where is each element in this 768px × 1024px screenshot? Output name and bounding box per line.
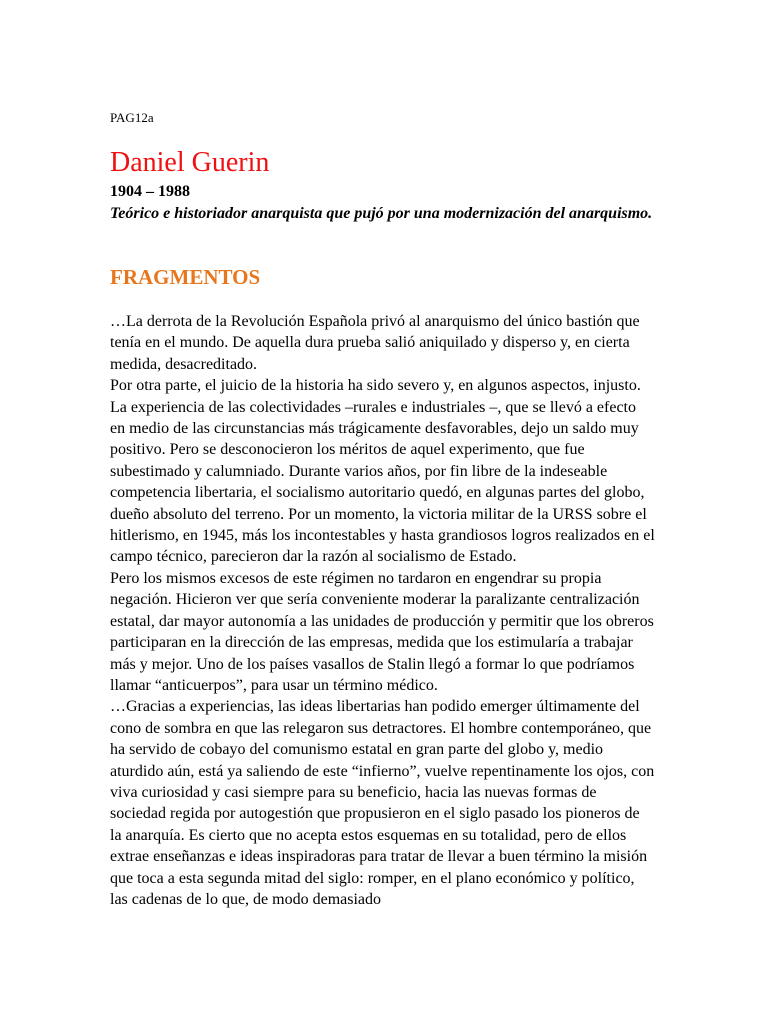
author-dates: 1904 – 1988 — [110, 183, 190, 200]
body-text — [110, 311, 655, 910]
paragraph: Pero los mismos excesos de este régimen no tardaron en engendrar su propia negación. Hicieron ver que sería conveniente moderar la paralizante centralización estatal, dar mayor autonomía a las unidades de producción y permitir que los obreros participaran en la dirección de las empresas, medida que los estimularía a trabajar más y mejor. Uno de los países vasallos de Stalin llegó a formar lo que podríamos llamar “anticuerpos”, para usar un término médico. — [110, 569, 654, 694]
paragraph: …La derrota de la Revolución Española privó al anarquismo del único bastión que tenía en el mundo. De aquella dura prueba salió aniquilado y disperso y, en cierta medida, desacreditado. — [110, 313, 640, 373]
paragraph: Por otra parte, el juicio de la historia ha sido severo y, en algunos aspectos, injusto. La experiencia de las colectividades –rurales e industriales –, que se llevó a efecto en medio de las circunstancias más trágicamente desfavorables, dejo un saldo muy positivo. Pero se desconocieron los méritos de aquel experimento, que fue subestimado y calumniado. Durante varios años, por fin libre de la indeseable competencia libertaria, el socialismo autoritario quedó, en algunas partes del globo, dueño absoluto del terreno. Por un momento, la victoria militar de la URSS sobre el hitlerismo, en 1945, más los incontestables y hasta grandiosos logros realizados en el campo técnico, parecieron dar la razón al socialismo de Estado. — [110, 377, 655, 566]
page-reference: PAG12a — [110, 110, 154, 125]
author-description: Teórico e historiador anarquista que pujó por una modernización del anarquismo. — [110, 205, 653, 222]
author-name: Daniel Guerin — [110, 147, 270, 178]
paragraph: …Gracias a experiencias, las ideas libertarias han podido emerger últimamente del cono de sombra en que las relegaron sus detractores. El hombre contemporáneo, que ha servido de cobayo del comunismo estatal en gran parte del globo y, medio aturdido aún, está ya saliendo de este “infierno”, vuelve repentinamente los ojos, con viva curiosidad y casi siempre para su beneficio, hacia las nuevas formas de sociedad regida por autogestión que propusieron en el siglo pasado los pioneros de la anarquía. Es cierto que no acepta estos esquemas en su totalidad, pero de ellos extrae enseñanzas e ideas inspiradoras para tratar de llevar a buen término la misión que toca a esta segunda mitad del siglo: romper, en el plano económico y político, las cadenas de lo que, de modo demasiado — [110, 698, 655, 908]
section-heading: FRAGMENTOS — [110, 265, 261, 289]
